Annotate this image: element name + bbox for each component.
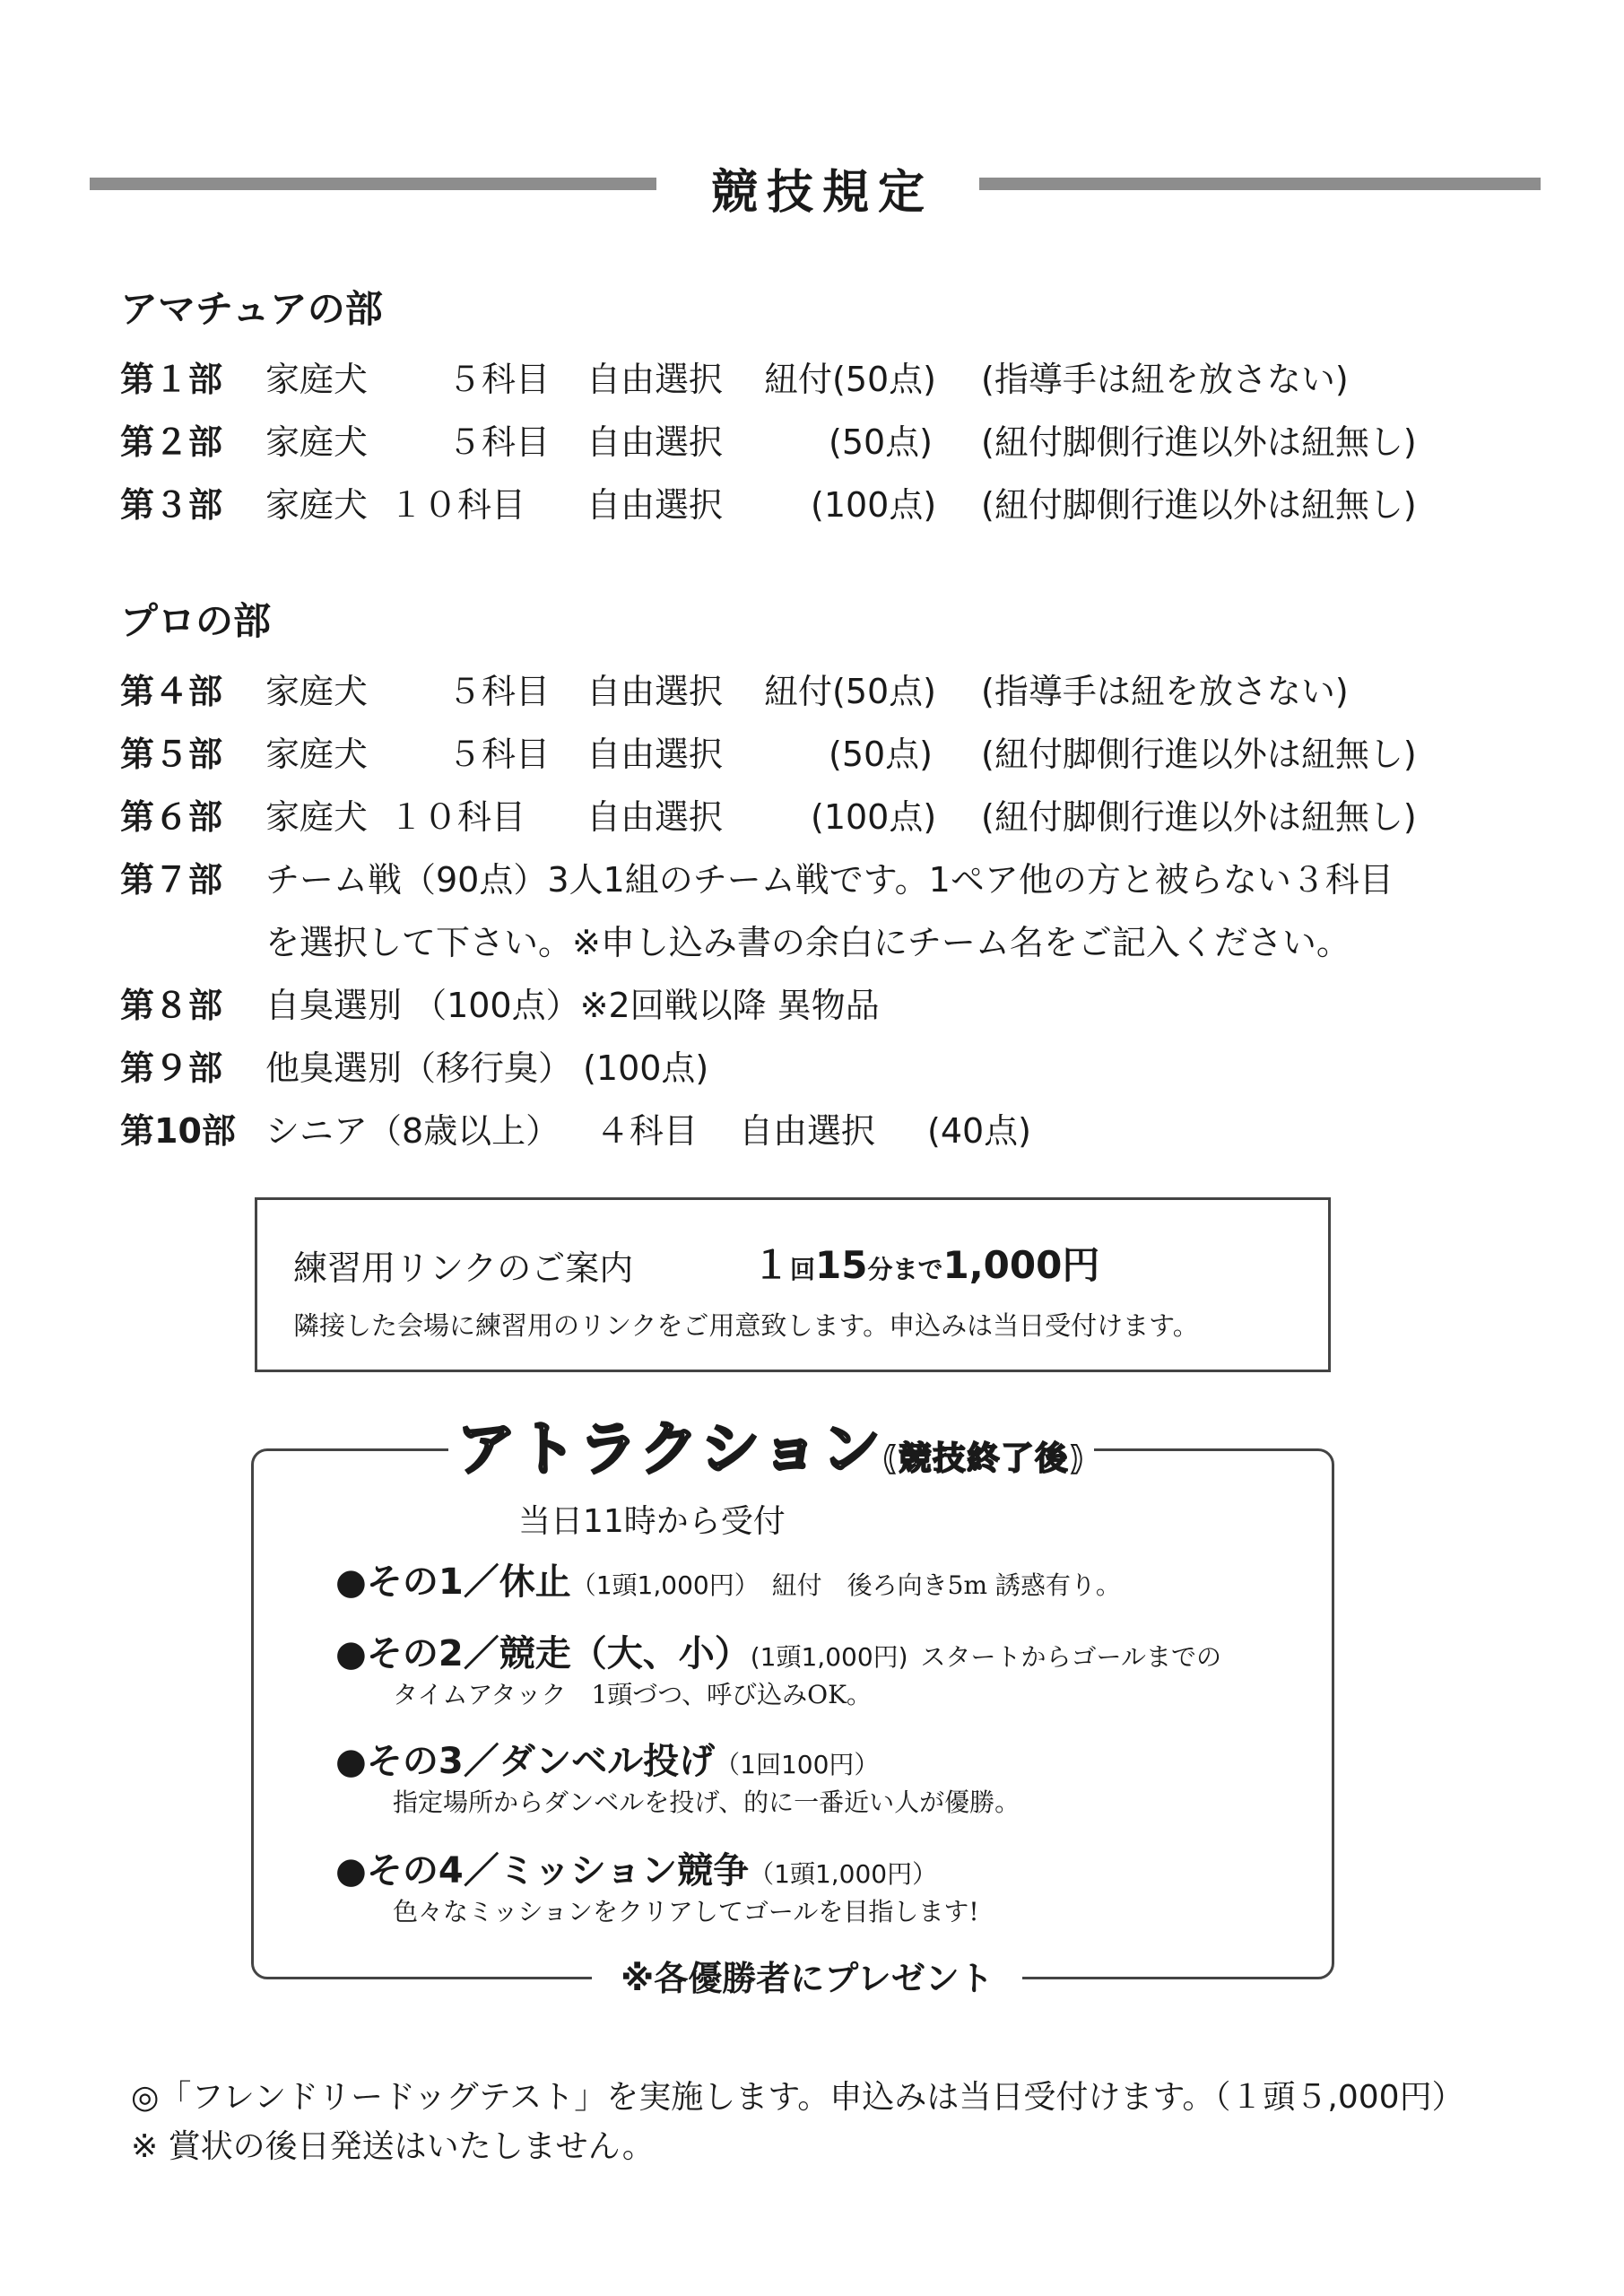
note: (紐付脚側行進以外は紐無し) [981, 735, 1417, 774]
pro-row-7-cont [120, 915, 1501, 965]
amateur-row-2 [120, 414, 1501, 465]
part-label: 第６部 [120, 797, 223, 837]
practice-title: 練習用リンクのご案内 [293, 1248, 634, 1288]
amateur-heading: アマチュアの部 [120, 287, 383, 331]
title-bar-left [90, 178, 656, 190]
practice-rink-box [255, 1197, 1331, 1372]
points: (50点) [829, 422, 934, 462]
pro-row-10 [120, 1103, 1501, 1153]
team-description-line2: を選択して下さい。※申し込み書の余白にチーム名をご記入ください。 [265, 923, 1350, 962]
pro-row-4 [120, 664, 1501, 714]
points: 紐付(50点) [764, 360, 937, 399]
attraction-title: アトラクション(競技終了後) [456, 1414, 1086, 1483]
subjects: ５科目 [447, 422, 551, 462]
subjects: １０科目 [389, 485, 526, 525]
subjects: ５科目 [447, 735, 551, 774]
selection: 自由選択 [586, 672, 724, 711]
category: 家庭犬 [265, 735, 369, 774]
part-label: 第１部 [120, 360, 223, 399]
subjects: １０科目 [389, 797, 526, 837]
team-description-line1: チーム戦（90点）3人1組のチーム戦です。1ペア他の方と被らない３科目 [265, 860, 1394, 900]
category: 家庭犬 [265, 672, 369, 711]
reception-time: 当日11時から受付 [518, 1503, 786, 1540]
part-label: 第８部 [120, 986, 223, 1025]
pro-row-8 [120, 978, 1501, 1028]
part-label: 第２部 [120, 422, 223, 462]
note: (紐付脚側行進以外は紐無し) [981, 797, 1417, 837]
prize-note: ※各優勝者にプレゼント [621, 1959, 994, 1998]
attraction-item-4-sub: 色々なミッションをクリアしてゴールを目指します! [393, 1897, 979, 1926]
note: (指導手は紐を放さない) [981, 360, 1349, 399]
subjects: ４科目 [595, 1111, 699, 1151]
pro-heading: プロの部 [120, 599, 272, 643]
attraction-item-3: ●その3／ダンベル投げ（1回100円） [335, 1741, 880, 1782]
category: 家庭犬 [265, 485, 369, 525]
part-label: 第５部 [120, 735, 223, 774]
selection: 自由選択 [586, 422, 724, 462]
page-title: 競技規定 [710, 166, 934, 220]
category: 家庭犬 [265, 422, 369, 462]
points: (100点) [811, 797, 937, 837]
subjects: ５科目 [447, 672, 551, 711]
attraction-item-2: ●その2／競走（大、小）(1頭1,000円) スタートからゴールまでの [335, 1633, 1221, 1674]
category: シニア（8歳以上） [265, 1111, 560, 1151]
selection: 自由選択 [586, 735, 724, 774]
attraction-item-1: ●その1／休止（1頭1,000円） 紐付 後ろ向き5m 誘惑有り。 [335, 1561, 1121, 1603]
prize-note-wrap [592, 1951, 1022, 2006]
practice-description: 隣接した会場に練習用のリンクをご用意致します。申込みは当日受付けます。 [293, 1310, 1199, 1341]
selection: 自由選択 [739, 1111, 876, 1151]
note: (紐付脚側行進以外は紐無し) [981, 485, 1417, 525]
selection: 自由選択 [586, 360, 724, 399]
note: (指導手は紐を放さない) [981, 672, 1349, 711]
subjects: ５科目 [447, 360, 551, 399]
points: 紐付(50点) [764, 672, 937, 711]
attraction-item-2-sub: タイムアタック 1頭づつ、呼び込みOK。 [393, 1680, 873, 1709]
attraction-item-4: ●その4／ミッション競争（1頭1,000円） [335, 1850, 938, 1892]
points: (100点) [811, 485, 937, 525]
part8-text: 自臭選別 （100点）※2回戦以降 異物品 [265, 986, 880, 1025]
points: (50点) [829, 735, 934, 774]
pro-row-5 [120, 726, 1501, 777]
attraction-title-wrap [448, 1408, 1094, 1491]
practice-price: １回15分まで1,000円 [752, 1243, 1100, 1287]
pro-row-6 [120, 789, 1501, 839]
part-label: 第３部 [120, 485, 223, 525]
footer-line-2: ※ 賞状の後日発送はいたしません。 [131, 2128, 655, 2165]
part9-text: 他臭選別（移行臭） (100点) [265, 1048, 709, 1088]
pro-row-9 [120, 1040, 1501, 1091]
footer-line-1: ◎「フレンドリードッグテスト」を実施します。申込みは当日受付けます。（１頭５,000円） [131, 2079, 1464, 2116]
attraction-item-3-sub: 指定場所からダンベルを投げ、的に一番近い人が優勝。 [393, 1787, 1020, 1817]
points: (40点) [927, 1111, 1032, 1151]
part-label: 第９部 [120, 1048, 223, 1088]
title-bar-right [979, 178, 1541, 190]
category: 家庭犬 [265, 797, 369, 837]
pro-row-7 [120, 852, 1501, 902]
part-label: 第10部 [120, 1111, 236, 1151]
part-label: 第７部 [120, 860, 223, 900]
selection: 自由選択 [586, 485, 724, 525]
note: (紐付脚側行進以外は紐無し) [981, 422, 1417, 462]
category: 家庭犬 [265, 360, 369, 399]
part-label: 第４部 [120, 672, 223, 711]
selection: 自由選択 [586, 797, 724, 837]
amateur-row-3 [120, 477, 1501, 527]
amateur-row-1 [120, 352, 1501, 402]
